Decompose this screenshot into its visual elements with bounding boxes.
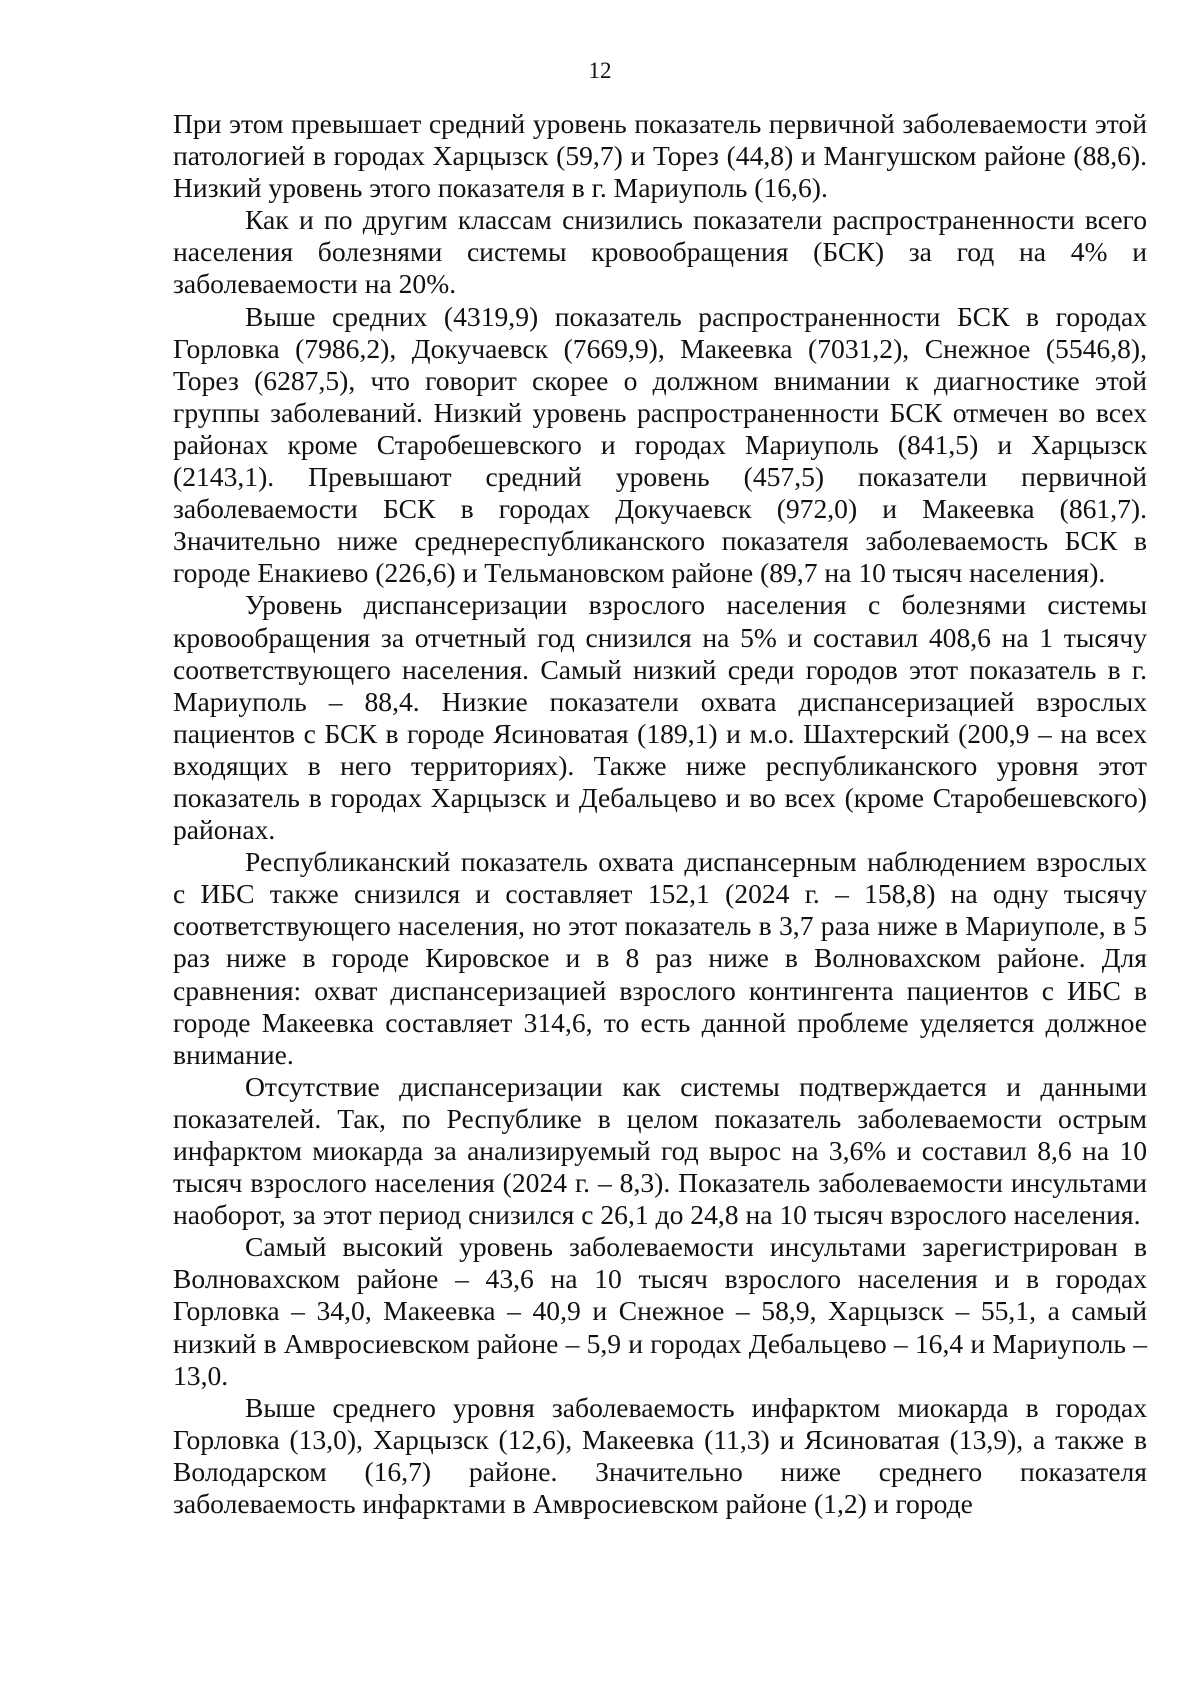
paragraph-infarction-stroke: Отсутствие диспансеризации как системы подтверждается и данными показателей. Так, по Республике в целом показатель заболеваемости острым инфарктом миокарда за анализируемый год вырос на 3,6% и составил 8,6 на 10 тысяч взрослого населения (2024 г. – 8,3). Показатель заболеваемости инсультами наоборот, за этот период снизился с 26,1 до 24,8 на 10 тысяч взрослого населения.: [173, 1070, 1147, 1231]
paragraph-stroke-regions: Самый высокий уровень заболеваемости инсультами зарегистрирован в Волновахском районе – 43,6 на 10 тысяч взрослого населения и в городах Горловка – 34,0, Макеевка – 40,9 и Снежное – 58,9, Харцызск – 55,1, а самый низкий в Амвросиевском районе – 5,9 и городах Дебальцево – 16,4 и Мариуполь – 13,0.: [173, 1231, 1147, 1391]
paragraph-continuation: При этом превышает средний уровень показатель первичной заболеваемости этой патологией в городах Харцызск (59,7) и Торез (44,8) и Мангушском районе (88,6). Низкий уровень этого показателя в г. Мариуполь (16,6).: [173, 108, 1147, 204]
paragraph-ibs-coverage: Республиканский показатель охвата диспансерным наблюдением взрослых с ИБС также снизился и составляет 152,1 (2024 г. – 158,8) на одну тысячу соответствующего населения, но этот показатель в 3,7 раза ниже в Мариуполе, в 5 раз ниже в городе Кировское и в 8 раз ниже в Волновахском районе. Для сравнения: охват диспансеризацией взрослого контингента пациентов с ИБС в городе Макеевка составляет 314,6, то есть данной проблеме уделяется должное внимание.: [173, 846, 1147, 1070]
paragraph-infarction-regions: Выше среднего уровня заболеваемость инфарктом миокарда в городах Горловка (13,0), Харцызск (12,6), Макеевка (11,3) и Ясиноватая (13,9), а также в Володарском (16,7) районе. Значительно ниже среднего показателя заболеваемость инфарктами в Амвросиевском районе (1,2) и городе: [173, 1391, 1147, 1520]
document-body: [173, 108, 1147, 1520]
paragraph-bsk-decline: Как и по другим классам снизились показатели распространенности всего населения болезнями системы кровообращения (БСК) за год на 4% и заболеваемости на 20%.: [173, 204, 1147, 300]
paragraph-dispensary-level: Уровень диспансеризации взрослого населения с болезнями системы кровообращения за отчетный год снизился на 5% и составил 408,6 на 1 тысячу соответствующего населения. Самый низкий среди городов этот показатель в г. Мариуполь – 88,4. Низкие показатели охвата диспансеризацией взрослых пациентов с БСК в городе Ясиноватая (189,1) и м.о. Шахтерский (200,9 – на всех входящих в него территориях). Также ниже республиканского уровня этот показатель в городах Харцызск и Дебальцево и во всех (кроме Старобешевского) районах.: [173, 589, 1147, 846]
page-number: 12: [588, 58, 612, 83]
paragraph-bsk-prevalence: Выше средних (4319,9) показатель распространенности БСК в городах Горловка (7986,2), Докучаевск (7669,9), Макеевка (7031,2), Снежное (5546,8), Торез (6287,5), что говорит скорее о должном внимании к диагностике этой группы заболеваний. Низкий уровень распространенности БСК отмечен во всех районах кроме Старобешевского и городах Мариуполь (841,5) и Харцызск (2143,1). Превышают средний уровень (457,5) показатели первичной заболеваемости БСК в городах Докучаевск (972,0) и Макеевка (861,7). Значительно ниже среднереспубликанского показателя заболеваемость БСК в городе Енакиево (226,6) и Тельмановском районе (89,7 на 10 тысяч населения).: [173, 300, 1147, 589]
